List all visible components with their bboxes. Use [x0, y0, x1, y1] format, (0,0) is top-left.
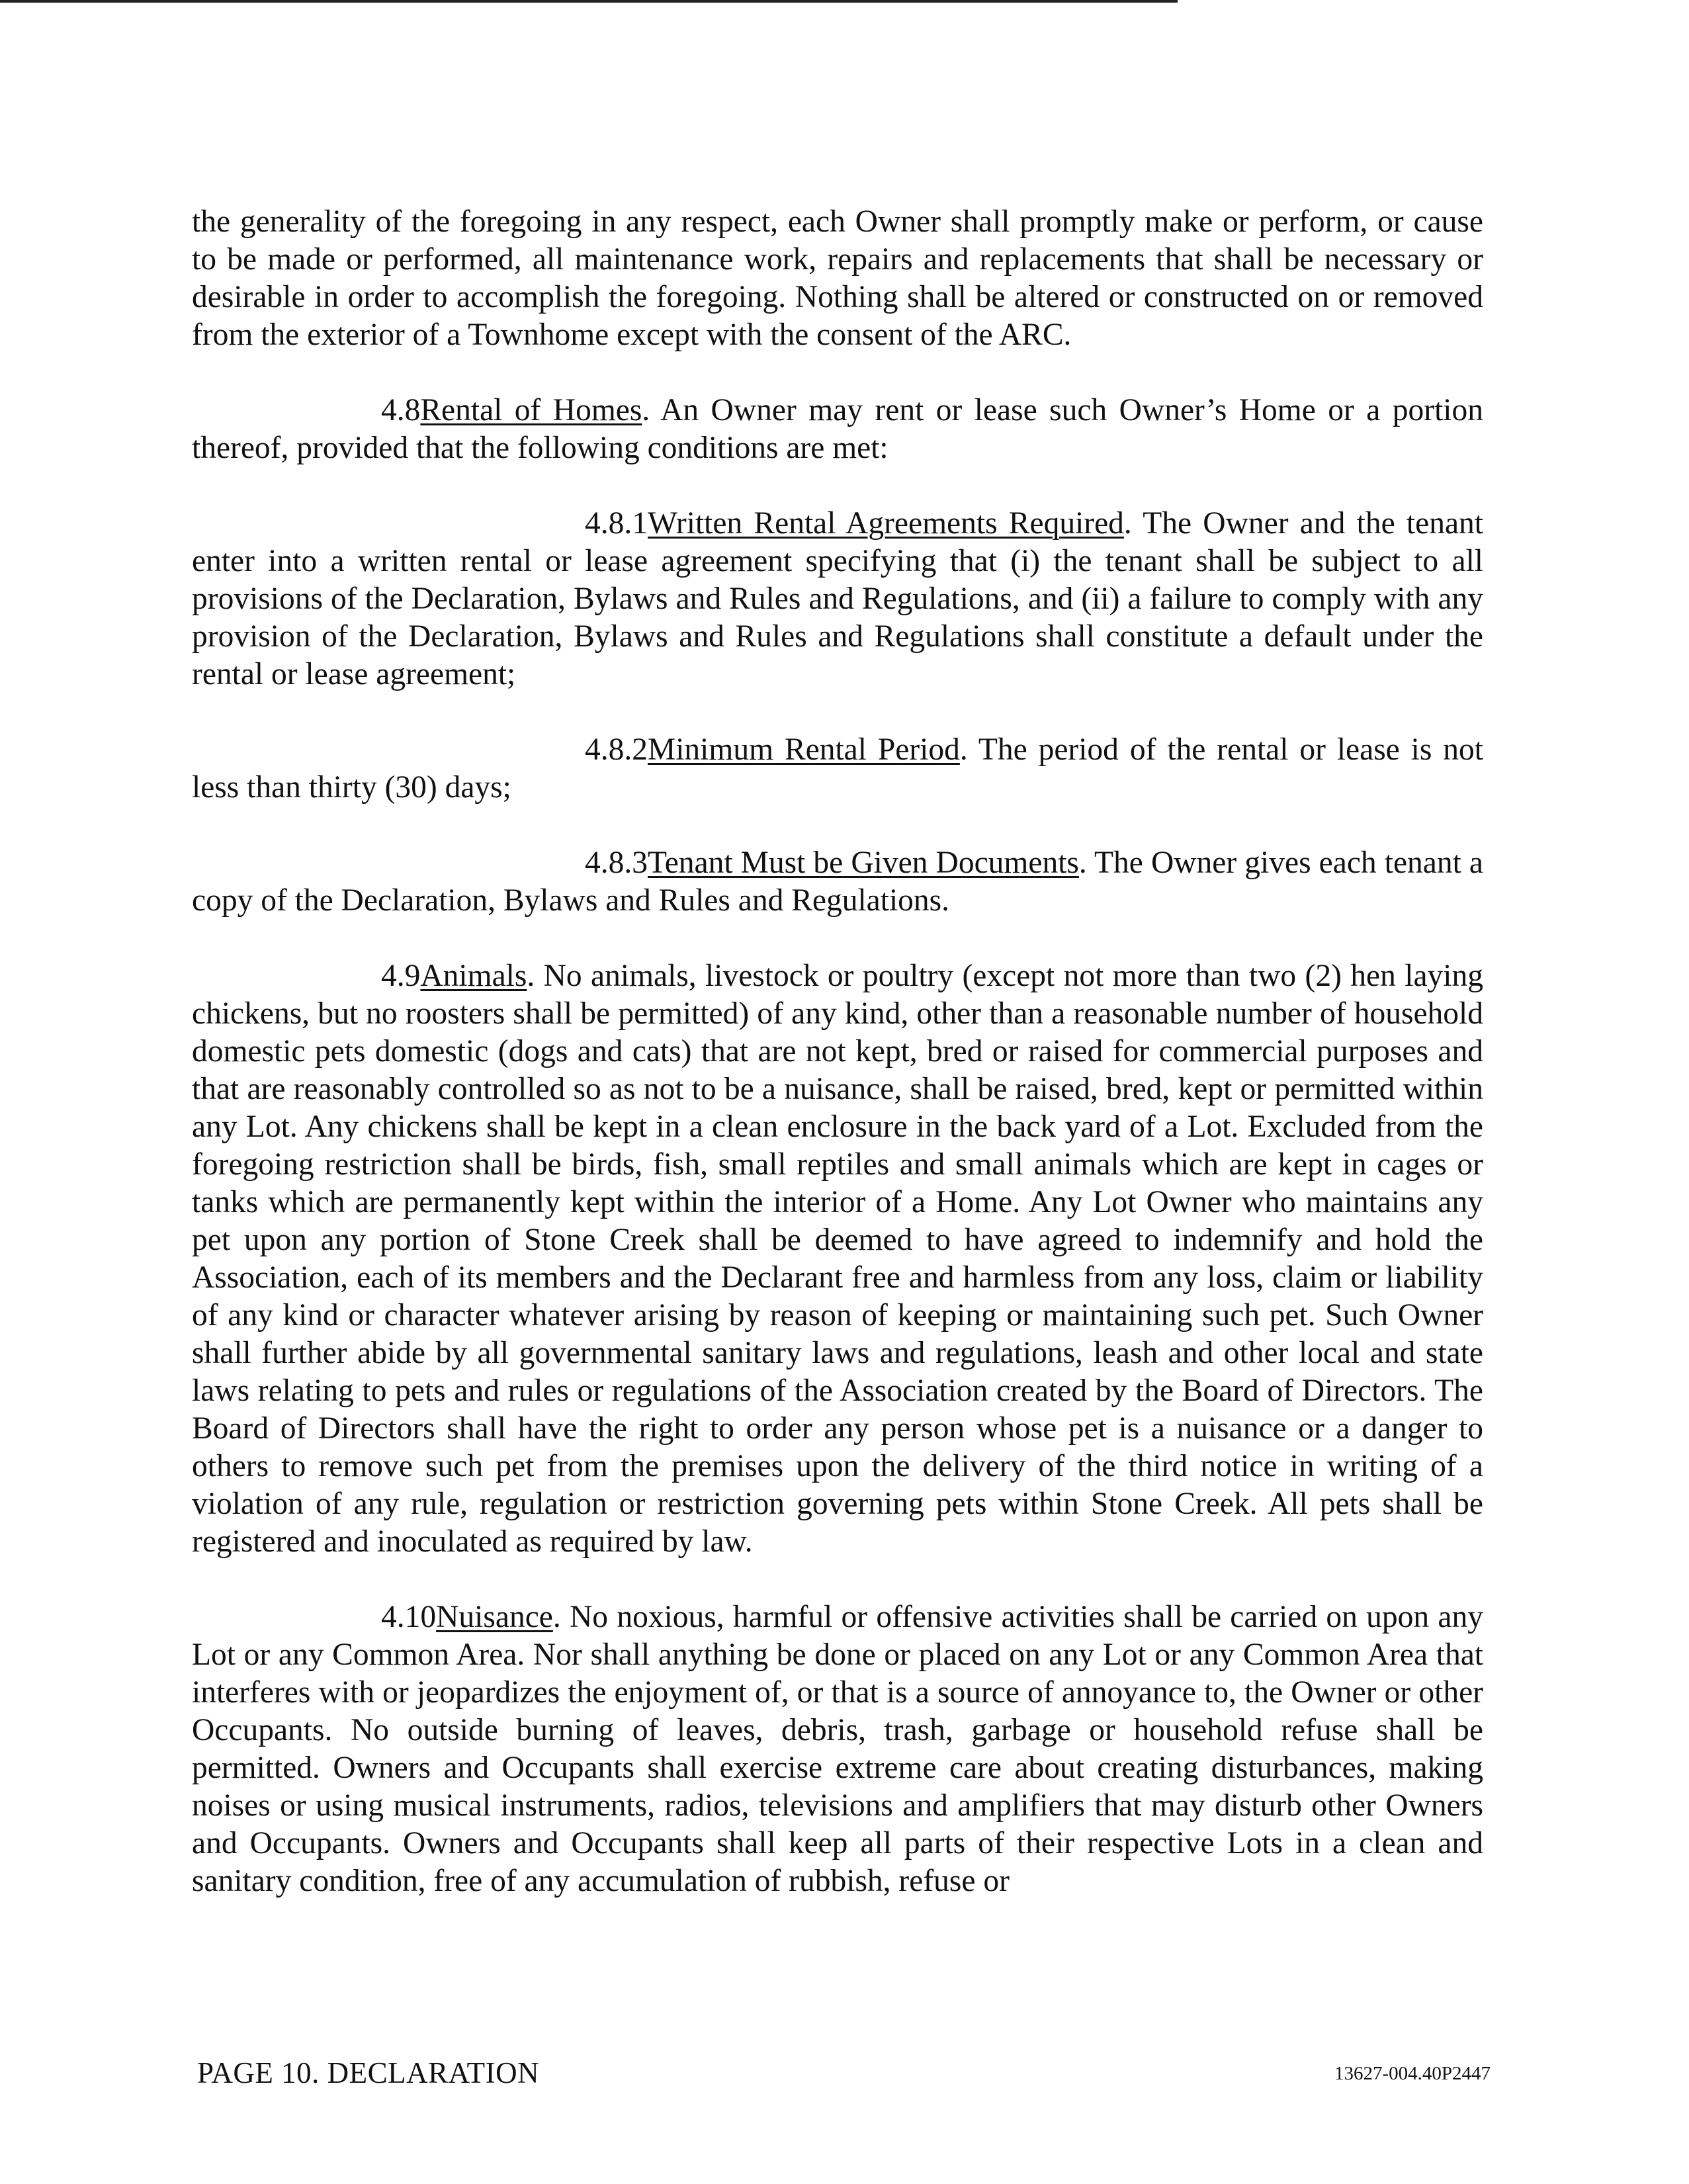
- document-id: 13627-004.40P2447: [1334, 2063, 1491, 2084]
- section-number: 4.10: [381, 1600, 437, 1634]
- section-4-10: [192, 1598, 1483, 1900]
- section-4-8-2: [192, 731, 1483, 807]
- section-text: . No noxious, harmful or offensive activities shall be carried on upon any Lot or any Common Area. Nor shall anything be done or placed on any Lot or any Common Area that interferes with or jeopardizes the enjoyment of, or that is a source of annoyance to, the Owner or other Occupants. No outside burning of leaves, debris, trash, garbage or household refuse shall be permitted. Owners and Occupants shall exercise extreme care about creating disturbances, making noises or using musical instruments, radios, televisions and amplifiers that may disturb other Owners and Occupants. Owners and Occupants shall keep all parts of their respective Lots in a clean and sanitary condition, free of any accumulation of rubbish, refuse or: [192, 1600, 1483, 1898]
- section-title: Animals: [420, 959, 527, 993]
- scan-top-edge: [0, 0, 1178, 3]
- section-number: 4.8.3: [585, 846, 648, 880]
- document-body: [192, 203, 1483, 1938]
- section-title: Nuisance: [436, 1600, 553, 1634]
- section-text: . No animals, livestock or poultry (except not more than two (2) hen laying chickens, but no roosters shall be permitted) of any kind, other than a reasonable number of household domestic pets domestic (dogs and cats) that are not kept, bred or raised for commercial purposes and that are reasonably controlled so as not to be a nuisance, shall be raised, bred, kept or permitted within any Lot. Any chickens shall be kept in a clean enclosure in the back yard of a Lot. Excluded from the foregoing restriction shall be birds, fish, small reptiles and small animals which are kept in cages or tanks which are permanently kept within the interior of a Home. Any Lot Owner who maintains any pet upon any portion of Stone Creek shall be deemed to have agreed to indemnify and hold the Association, each of its members and the Declarant free and harmless from any loss, claim or liability of any kind or character whatever arising by reason of keeping or maintaining such pet. Such Owner shall further abide by all governmental sanitary laws and regulations, leash and other local and state laws relating to pets and rules or regulations of the Association created by the Board of Directors. The Board of Directors shall have the right to order any person whose pet is a nuisance or a danger to others to remove such pet from the premises upon the delivery of the third notice in writing of a violation of any rule, regulation or restriction governing pets within Stone Creek. All pets shall be registered and inoculated as required by law.: [192, 959, 1483, 1559]
- intro-paragraph: the generality of the foregoing in any respect, each Owner shall promptly make or perform, or cause to be made or performed, all maintenance work, repairs and replacements that shall be necessary or desirable in order to accomplish the foregoing. Nothing shall be altered or constructed on or removed from the exterior of a Townhome except with the consent of the ARC.: [192, 204, 1483, 352]
- section-text: . The Owner gives each tenant a copy of the Declaration, Bylaws and Rules and Regulations.: [192, 846, 1483, 918]
- section-title: Rental of Homes: [420, 393, 642, 427]
- section-4-8-1: [192, 505, 1483, 693]
- section-title: Written Rental Agreements Required: [648, 506, 1124, 541]
- section-number: 4.8: [381, 393, 421, 427]
- section-4-8-3: [192, 844, 1483, 920]
- section-4-8: [192, 392, 1483, 467]
- section-title: Tenant Must be Given Documents: [648, 846, 1079, 880]
- section-text: . The period of the rental or lease is not less than thirty (30) days;: [192, 732, 1483, 805]
- section-text: . The Owner and the tenant enter into a written rental or lease agreement specifying that (i) the tenant shall be subject to all provisions of the Declaration, Bylaws and Rules and Regulations, and (ii) a failure to comply with any provision of the Declaration, Bylaws and Rules and Regulations shall constitute a default under the rental or lease agreement;: [192, 506, 1483, 691]
- section-number: 4.9: [381, 959, 421, 993]
- section-text: . An Owner may rent or lease such Owner’s Home or a portion thereof, provided that the following conditions are met:: [192, 393, 1483, 465]
- section-number: 4.8.1: [585, 506, 648, 541]
- page-footer-label: PAGE 10. DECLARATION: [197, 2056, 540, 2089]
- section-4-9: [192, 957, 1483, 1561]
- section-title: Minimum Rental Period: [648, 732, 960, 767]
- section-number: 4.8.2: [585, 732, 648, 767]
